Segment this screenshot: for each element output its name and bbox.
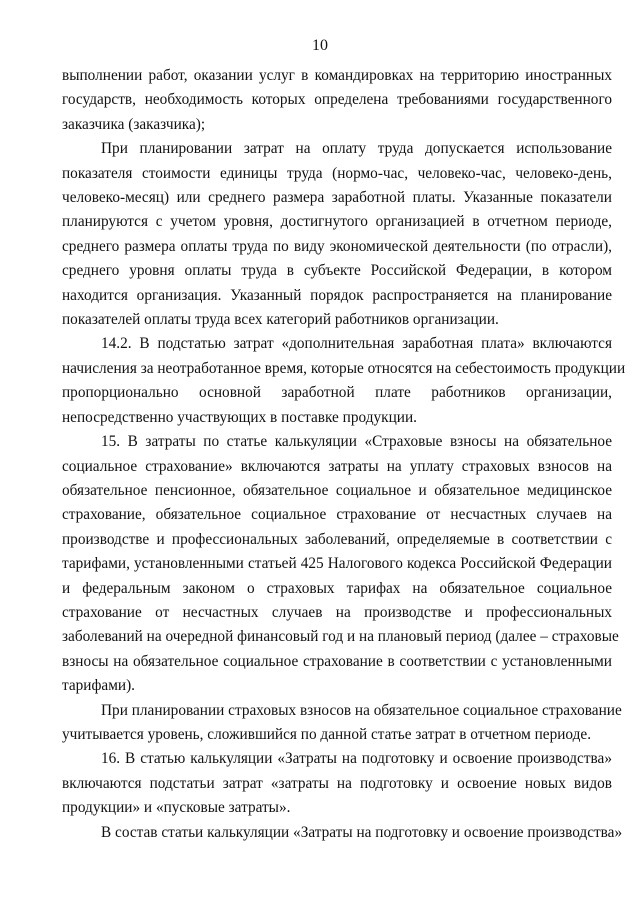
page-number: 10	[312, 37, 328, 54]
text-line: планируются с учетом уровня, достигнутого организацией в отчетном периоде,	[62, 213, 612, 231]
paragraph	[62, 821, 623, 845]
paragraph	[62, 332, 626, 430]
paragraph	[62, 64, 612, 137]
paragraph	[62, 747, 612, 820]
text-line: тарифами).	[62, 677, 135, 695]
text-line: При планировании затрат на оплату труда допускается использование	[101, 140, 612, 158]
text-line: пропорционально основной заработной плате работников организации,	[62, 384, 612, 402]
document-body	[62, 64, 626, 845]
text-line: среднего уровня оплаты труда в субъекте Российской Федерации, в котором	[62, 262, 612, 280]
text-line: взносы на обязательное социальное страхование в соответствии с установленными	[62, 652, 612, 670]
text-line: показателей оплаты труда всех категорий работников организации.	[62, 311, 499, 329]
text-line: учитывается уровень, сложившийся по данной статье затрат в отчетном периоде.	[62, 725, 592, 743]
text-line: 16. В статью калькуляции «Затраты на подготовку и освоение производства»	[101, 750, 612, 768]
paragraph	[62, 430, 619, 698]
text-line: находится организация. Указанный порядок распространяется на планирование	[62, 286, 612, 304]
text-line: непосредственно участвующих в поставке продукции.	[62, 408, 417, 426]
text-line: 15. В затраты по статье калькуляции «Страховые взносы на обязательное	[101, 433, 612, 451]
text-line: производстве и профессиональных заболеваний, определяемые в соответствии с	[62, 530, 612, 548]
text-line: начисления за неотработанное время, которые относятся на себестоимость продукции	[62, 359, 626, 377]
text-line: и федеральным законом о страховых тарифах на обязательное социальное	[62, 579, 612, 597]
text-line: При планировании страховых взносов на обязательное социальное страхование	[101, 701, 622, 719]
text-line: страхование, обязательное социальное страхование от несчастных случаев на	[62, 506, 612, 524]
text-line: среднего размера оплаты труда по виду экономической деятельности (по отрасли),	[62, 237, 612, 255]
text-line: 14.2. В подстатью затрат «дополнительная заработная плата» включаются	[101, 335, 612, 353]
text-line: человеко-месяц) или среднего размера заработной платы. Указанные показатели	[62, 189, 612, 207]
text-line: тарифами, установленными статьей 425 Налогового кодекса Российской Федерации	[62, 555, 612, 573]
text-line: В состав статьи калькуляции «Затраты на подготовку и освоение производства»	[101, 823, 623, 841]
text-line: страхование от несчастных случаев на производстве и профессиональных	[62, 603, 612, 621]
text-line: выполнении работ, оказании услуг в командировках на территорию иностранных	[62, 67, 612, 84]
text-line: обязательное пенсионное, обязательное социальное и обязательное медицинское	[62, 481, 612, 499]
paragraph	[62, 699, 622, 748]
text-line: показателя стоимости единицы труда (нормо-час, человеко-час, человеко-день,	[62, 164, 612, 182]
text-line: государств, необходимость которых определена требованиями государственного	[62, 91, 612, 109]
text-line: заказчика (заказчика);	[62, 115, 206, 133]
paragraph	[62, 137, 612, 332]
text-line: включаются подстатьи затрат «затраты на подготовку и освоение новых видов	[62, 774, 612, 792]
text-line: продукции» и «пусковые затраты».	[62, 799, 291, 817]
text-line: социальное страхование» включаются затраты на уплату страховых взносов на	[62, 457, 612, 475]
text-line: заболеваний на очередной финансовый год и на плановый период (далее – страховые	[62, 628, 619, 646]
